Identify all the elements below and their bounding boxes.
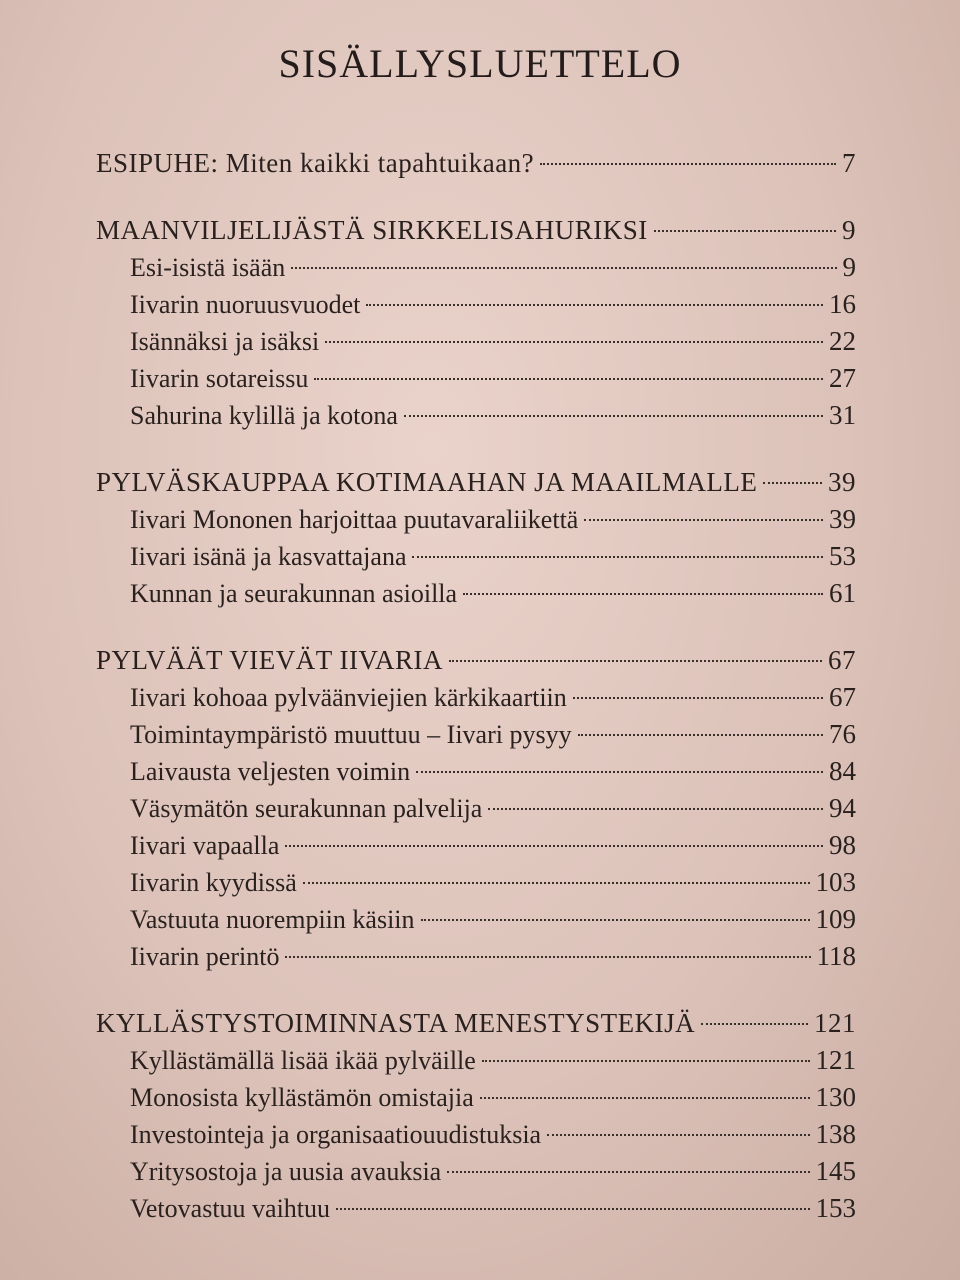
toc-entry-page-number: 16 <box>829 289 856 319</box>
toc-chapter-heading-label: PYLVÄÄT VIEVÄT IIVARIA <box>96 645 444 675</box>
dot-leader <box>416 771 823 773</box>
dot-leader <box>463 593 823 595</box>
toc-entry-label: Väsymätön seurakunnan palvelija <box>130 794 483 823</box>
toc-entry-label: Vastuuta nuorempiin käsiin <box>130 905 415 934</box>
dot-leader <box>480 1097 810 1099</box>
toc-section <box>96 1005 856 1227</box>
toc-entry <box>96 323 856 360</box>
dot-leader <box>421 919 810 921</box>
toc-entry-page-number: 84 <box>829 756 856 786</box>
toc-entry <box>96 249 856 286</box>
toc-entry <box>96 501 856 538</box>
toc-entry <box>96 679 856 716</box>
toc-entry-label: Toimintaympäristö muuttuu – Iivari pysyy <box>130 720 572 749</box>
toc-chapter-heading-label: ESIPUHE: Miten kaikki tapahtuikaan? <box>96 148 535 178</box>
toc-entry <box>96 397 856 434</box>
toc-chapter-heading-label: PYLVÄSKAUPPAA KOTIMAAHAN JA MAAILMALLE <box>96 467 758 497</box>
toc-entry-label: Esi-isistä isään <box>130 253 286 282</box>
toc-chapter-heading <box>96 1005 856 1042</box>
toc-entry-page-number: 31 <box>829 400 856 430</box>
dot-leader <box>412 556 823 558</box>
dot-leader <box>578 734 823 736</box>
toc-entry-page-number: 118 <box>816 941 856 971</box>
dot-leader <box>547 1134 809 1136</box>
dot-leader <box>701 1023 808 1025</box>
toc-entry <box>96 538 856 575</box>
toc-chapter-heading-page-number: 121 <box>814 1008 856 1038</box>
toc-entry-page-number: 94 <box>829 793 856 823</box>
toc-entry-label: Investointeja ja organisaatiouudistuksia <box>130 1120 542 1149</box>
dot-leader <box>291 267 836 269</box>
toc-entry-page-number: 53 <box>829 541 856 571</box>
toc-entry <box>96 716 856 753</box>
toc-entry <box>96 753 856 790</box>
toc-chapter-heading-page-number: 9 <box>842 215 856 245</box>
toc-entry-label: Isännäksi ja isäksi <box>130 327 320 356</box>
toc-chapter-heading-page-number: 67 <box>828 645 856 675</box>
toc-entry-label: Iivari vapaalla <box>130 831 280 860</box>
toc-entry-label: Monosista kyllästämön omistajia <box>130 1083 474 1112</box>
toc-entry-page-number: 153 <box>815 1193 856 1223</box>
toc-entry-label: Iivarin nuoruusvuodet <box>130 290 361 319</box>
toc-entry-page-number: 138 <box>815 1119 856 1149</box>
toc-entry-label: Sahurina kylillä ja kotona <box>130 401 398 430</box>
toc-section <box>96 212 856 434</box>
toc-entry-label: Laivausta veljesten voimin <box>130 757 411 786</box>
toc-entry-page-number: 76 <box>829 719 856 749</box>
toc-entry <box>96 938 856 975</box>
toc-entry <box>96 1042 856 1079</box>
toc-entry-page-number: 27 <box>829 363 856 393</box>
dot-leader <box>366 304 823 306</box>
toc-entry-label: Yritysostoja ja uusia avauksia <box>130 1157 442 1186</box>
toc-entry-page-number: 9 <box>842 252 856 282</box>
dot-leader <box>449 660 822 662</box>
dot-leader <box>763 482 822 484</box>
toc-entry <box>96 1153 856 1190</box>
toc-entry <box>96 901 856 938</box>
dot-leader <box>303 882 810 884</box>
toc-entry-label: Iivari kohoaa pylväänviejien kärkikaartiin <box>130 683 567 712</box>
toc-entry-label: Iivari Mononen harjoittaa puutavaraliikettä <box>130 505 579 534</box>
dot-leader <box>325 341 823 343</box>
toc-chapter-heading <box>96 212 856 249</box>
toc-entry <box>96 790 856 827</box>
toc-chapter-heading <box>96 464 856 501</box>
toc-entry <box>96 827 856 864</box>
toc-chapter-heading-page-number: 39 <box>828 467 856 497</box>
page-title: SISÄLLYSLUETTELO <box>278 41 682 86</box>
toc-entry <box>96 1116 856 1153</box>
toc-entry-page-number: 130 <box>815 1082 856 1112</box>
toc-entry <box>96 286 856 323</box>
table-of-contents <box>96 145 856 1257</box>
toc-entry-page-number: 22 <box>829 326 856 356</box>
toc-entry-page-number: 103 <box>815 867 856 897</box>
toc-chapter-heading-page-number: 7 <box>842 148 856 178</box>
toc-chapter-heading-label: MAANVILJELIJÄSTÄ SIRKKELISAHURIKSI <box>96 215 648 245</box>
toc-entry-page-number: 121 <box>815 1045 856 1075</box>
toc-chapter-heading <box>96 145 856 182</box>
toc-chapter-heading <box>96 642 856 679</box>
dot-leader <box>285 845 823 847</box>
dot-leader <box>285 956 810 958</box>
dot-leader <box>447 1171 809 1173</box>
dot-leader <box>584 519 823 521</box>
dot-leader <box>314 378 823 380</box>
toc-section <box>96 145 856 182</box>
toc-entry <box>96 864 856 901</box>
toc-entry-label: Kunnan ja seurakunnan asioilla <box>130 579 458 608</box>
toc-section <box>96 464 856 612</box>
toc-entry-label: Kyllästämällä lisää ikää pylväille <box>130 1046 476 1075</box>
dot-leader <box>654 230 836 232</box>
toc-entry <box>96 1190 856 1227</box>
dot-leader <box>573 697 823 699</box>
toc-entry <box>96 575 856 612</box>
toc-entry-page-number: 98 <box>829 830 856 860</box>
toc-entry-page-number: 67 <box>829 682 856 712</box>
toc-entry-label: Iivarin sotareissu <box>130 364 309 393</box>
toc-entry-page-number: 109 <box>815 904 856 934</box>
toc-section <box>96 642 856 975</box>
toc-entry <box>96 360 856 397</box>
dot-leader <box>488 808 823 810</box>
toc-entry-label: Vetovastuu vaihtuu <box>130 1194 331 1223</box>
toc-chapter-heading-label: KYLLÄSTYSTOIMINNASTA MENESTYSTEKIJÄ <box>96 1008 696 1038</box>
toc-entry-label: Iivarin kyydissä <box>130 868 297 897</box>
toc-entry-label: Iivarin perintö <box>130 942 280 971</box>
dot-leader <box>404 415 823 417</box>
dot-leader <box>336 1208 809 1210</box>
dot-leader <box>540 163 836 165</box>
toc-entry-page-number: 145 <box>815 1156 856 1186</box>
toc-entry-label: Iivari isänä ja kasvattajana <box>130 542 407 571</box>
dot-leader <box>482 1060 810 1062</box>
toc-entry <box>96 1079 856 1116</box>
toc-entry-page-number: 39 <box>829 504 856 534</box>
toc-entry-page-number: 61 <box>829 578 856 608</box>
